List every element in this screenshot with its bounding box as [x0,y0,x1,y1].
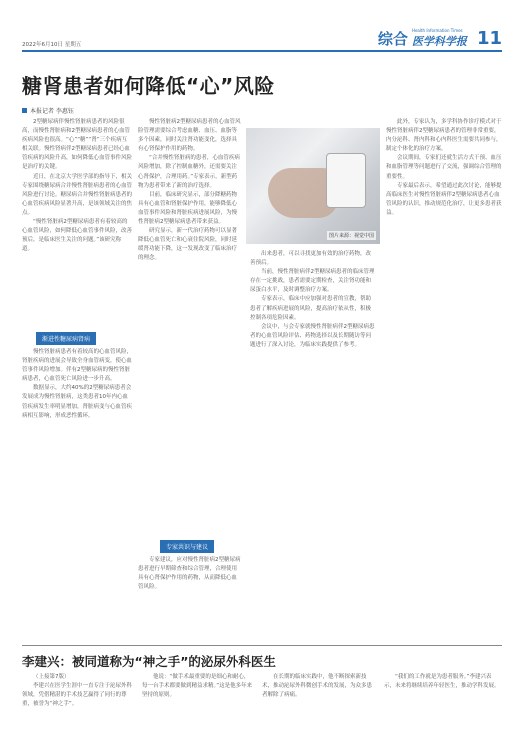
masthead [378,28,502,49]
article-column-3 [250,250,376,638]
paragraph: 当前，慢性肾脏病伴2型糖尿病患者的临床管理存在一定挑战，患者需要定期检查，关注肾功能和尿蛋白水平，及时调整治疗方案。 [250,269,375,294]
paragraph: 会议期间，专家们还就生活方式干预、血压和血脂管理等问题进行了交流，强调综合管理的重要性。 [386,155,502,180]
article2-column-2 [142,673,254,729]
article-column-2 [138,118,242,536]
header-rule [22,50,502,52]
paragraph: “合并慢性肾脏病的患者，心血管疾病风险增加，除了控制血糖外，还需要关注心肾保护，合理用药。”专家表示，新型药物为患者带来了新的治疗选择。 [138,155,240,189]
paragraph: （上接第7版） [33,674,70,680]
paragraph: 研究显示，新一代治疗药物可以显著降低心血管死亡和心衰住院风险，同时延缓肾功能下降，这一发现改变了临床治疗的理念。 [138,228,238,262]
paragraph: 他说：“做手术最重要的是细心和耐心，每一台手术都要做到精益求精。”这是他多年来坚持的原则。 [142,674,253,699]
article2-column-1 [22,673,134,729]
article-column-1 [22,118,132,328]
logo-english: Health Information Times [411,28,463,33]
paragraph: 数据显示，大约40%的2型糖尿病患者会发展成为慢性肾脏病，这类患者10年内心血管疾病发生率明显增加，肾脏病变与心血管疾病相互影响，形成恶性循环。 [22,385,132,419]
paragraph: “我们的工作就是为患者服务。”李建兴表示，未来将继续培养年轻医生，推动学科发展。 [384,674,500,690]
article-photo [246,128,380,244]
paragraph: 李建兴在医学生涯中一直专注于泌尿外科领域，凭借精湛的手术技艺赢得了同行的尊重，被誉为“神之手”。 [22,683,133,708]
article-title: 糖肾患者如何降低“心”风险 [22,74,275,98]
subheading-1: 渐进性糖尿病肾病 [36,332,96,345]
paragraph: 目前，临床研究显示，部分降糖药物具有心血管和肾脏保护作用，能够降低心血管事件风险和肾脏疾病进展风险，为慢性肾脏病2型糖尿病患者带来获益。 [138,191,238,226]
paragraph: 慢性肾脏病2型糖尿病患者的心血管风险管理需要综合考虑血糖、血压、血脂等多个因素，同时关注肾功能变化，选择具有心肾保护作用的药物。 [138,119,241,153]
paragraph: 2型糖尿病伴慢性肾脏病患者的风险很高，而慢性肾脏病和2型糖尿病患者的心血管疾病风险也很高。“心”“糖”“肾”三个疾病互相关联。慢性肾病伴2型糖尿病患者已经心血管疾病的风险升高，如何降低心血管事件风险是治疗的关键。 [22,119,132,171]
page-header [0,0,524,52]
newspaper-logo [412,28,467,49]
paragraph: 近日，在北京大学医学部的指导下，相关专家围绕糖尿病合并慢性肾脏病患者的心血管风险进行讨论。糖尿病合并慢性肾脏病患者的心血管疾病风险显著升高，是该领域关注的焦点。 [22,173,132,216]
article2-column-3 [262,673,374,729]
paragraph: 专家表示，临床中应加强对患者的宣教，帮助患者了解疾病进展的风险，提高治疗依从性，积极控制各项危险因素。 [250,296,372,321]
paragraph: 专家最后表示，希望通过此次讨论，能够提高临床医生对慢性肾脏病伴2型糖尿病患者心血管风险的认识，推动规范化治疗，让更多患者获益。 [386,182,502,216]
paragraph: 出来患者，可以寻找更加有效的治疗药物，改善预后。 [250,251,372,267]
paragraph: 慢性肾脏病患者有着较高的心血管风险，肾脏疾病的进展会导致全身血管病变，使心血管事件风险增加。伴有2型糖尿病的慢性肾脏病患者，心血管死亡风险进一步升高。 [22,349,132,383]
paragraph: 会议中，与会专家就慢性肾脏病伴2型糖尿病患者的心血管风险评估、药物选择以及长期随访等问题进行了深入讨论，为临床实践提供了参考。 [250,323,375,348]
article-divider [22,645,502,646]
paragraph: 此外，专家认为，多学科协作诊疗模式对于慢性肾脏病伴2型糖尿病患者的管理非常重要，内分泌科、肾内科和心内科医生需要共同参与，制定个体化的治疗方案。 [386,119,502,153]
article2-title: 李建兴：被同道称为“神之手”的泌尿外科医生 [22,654,276,669]
paragraph: 专家建议，应对慢性肾脏病2型糖尿病患者进行早期筛查和综合管理，合理使用具有心肾保护作用的药物，从而降低心血管风险。 [138,557,241,591]
logo-chinese: 医学科学报 [411,35,467,48]
glucose-meter-shape [326,153,366,208]
byline [22,106,74,115]
article-column-4 [386,118,502,638]
issue-date: 2022年6月10日 星期五 [22,42,82,48]
subheading-2: 专家共识与建议 [160,540,214,553]
article2-column-4 [384,673,502,729]
byline-marker [22,108,27,113]
paragraph: 在长期的临床实践中，他不断探索新技术，推动泌尿外科微创手术的发展，为众多患者解除了病痛。 [262,674,373,699]
photo-caption: 图片来源：视觉中国 [328,233,374,239]
article-column-2b [138,556,242,638]
paragraph: “慢性肾脏病2型糖尿病患者有着较高的心血管风险，如何降低心血管事件风险，改善预后，是临床医生关注的问题。”该研究称道。 [22,219,132,253]
article-column-1b [22,348,132,638]
page-number: 11 [476,28,502,49]
byline-text: 本报记者 李惠钰 [30,108,74,115]
section-name: 综合 [377,30,408,48]
